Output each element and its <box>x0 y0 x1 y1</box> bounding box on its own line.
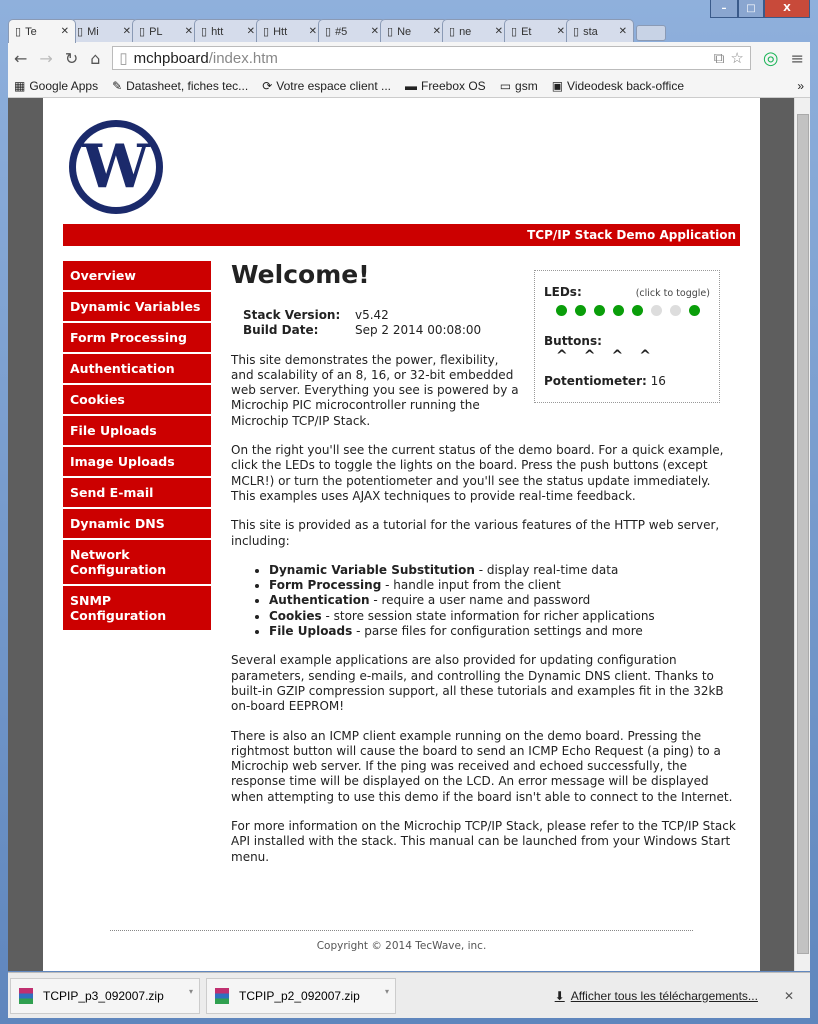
nav-item-file-uploads[interactable]: File Uploads <box>63 416 211 445</box>
status-paragraph: On the right you'll see the current status of the demo board. For a quick example, click the LEDs to toggle the lights on the board. Press the push buttons (except MCLR!) or turn the potentiometer and you'll see the status update immediately. This examples uses AJAX techniques to provide real-time feedback. <box>231 443 724 503</box>
page-icon: ▯ <box>15 26 22 38</box>
buttons-label: Buttons: <box>544 334 602 348</box>
nav-item-authentication[interactable]: Authentication <box>63 354 211 383</box>
reload-icon[interactable]: ↻ <box>64 48 79 68</box>
sidebar-nav <box>63 261 211 632</box>
logo-letter: W <box>76 127 156 207</box>
page-icon: ▯ <box>201 26 208 38</box>
bookmark[interactable] <box>112 79 248 93</box>
nav-item-cookies[interactable]: Cookies <box>63 385 211 414</box>
stack-version-label: Stack Version: <box>243 308 341 322</box>
dropdown-icon[interactable]: ▾ <box>188 986 193 996</box>
feature-name: Authentication <box>269 593 370 608</box>
page-title: Welcome! <box>231 260 370 289</box>
page-icon: ▯ <box>77 26 84 38</box>
bookmark-label: Datasheet, fiches tec... <box>126 78 249 93</box>
feature-name: Cookies <box>269 608 322 623</box>
back-icon[interactable]: ← <box>14 48 28 68</box>
button-state: ^ <box>556 348 568 364</box>
tutorial-paragraph: This site is provided as a tutorial for the various features of the HTTP web server, including: <box>231 518 720 548</box>
page-icon: ▯ <box>387 26 394 38</box>
feature-item <box>269 593 736 608</box>
extension-icon[interactable]: ◎ <box>762 47 779 69</box>
close-tab-icon[interactable]: ✕ <box>618 26 627 37</box>
home-icon[interactable]: ⌂ <box>90 48 101 68</box>
star-icon[interactable]: ☆ <box>730 50 744 67</box>
bookmark-label: Google Apps <box>29 78 99 93</box>
close-tab-icon[interactable]: ✕ <box>60 26 69 37</box>
forward-icon[interactable]: → <box>39 48 53 68</box>
led-toggle[interactable] <box>689 305 700 316</box>
led-toggle[interactable] <box>613 305 624 316</box>
tab[interactable] <box>318 19 386 43</box>
build-date: Sep 2 2014 00:08:00 <box>355 323 482 338</box>
zip-file-icon <box>19 988 33 1004</box>
nav-item-snmp-configuration[interactable]: SNMP Configuration <box>63 586 211 630</box>
nav-item-image-uploads[interactable]: Image Uploads <box>63 447 211 476</box>
board-status-panel <box>534 270 720 403</box>
url-host: mchpboard <box>133 49 209 67</box>
tab[interactable] <box>256 19 324 43</box>
footer: Copyright © 2014 TecWave, inc. <box>110 930 693 952</box>
intro-paragraph: This site demonstrates the power, flexibility, and scalability of an 8, 16, or 32-bit embedded web server. Everything you see is powered by a Microchip PIC microcontroller running the Microchip TCP/IP Stack. <box>231 352 519 428</box>
page-icon: ▯ <box>449 26 456 38</box>
close-tab-icon[interactable]: ✕ <box>184 26 193 37</box>
bookmark-label: Votre espace client ... <box>276 78 391 93</box>
tab-title: Htt <box>273 25 288 38</box>
tab[interactable] <box>566 19 634 43</box>
page-icon: ▯ <box>263 26 270 38</box>
bookmark-icon: ▦ <box>14 78 26 93</box>
icmp-paragraph: There is also an ICMP client example running on the demo board. Pressing the rightmost button will cause the board to send an ICMP Echo Request (a ping) to a Microchip web server. If the ping was received and echoed successfully, the response time will be displayed on the LCD. An error message will be displayed when attempting to use this demo if the board isn't able to connect to the Internet. <box>231 728 733 804</box>
tab[interactable] <box>132 19 200 43</box>
feature-item <box>269 578 736 593</box>
new-tab-button[interactable] <box>636 25 666 41</box>
feature-name: Dynamic Variable Substitution <box>269 562 475 577</box>
tab-title: ne <box>459 25 472 38</box>
page-icon: ▯ <box>511 26 518 38</box>
scrollbar[interactable] <box>794 98 810 971</box>
tab[interactable] <box>442 19 510 43</box>
bookmark-label: Videodesk back-office <box>567 78 685 93</box>
feature-item <box>269 609 736 624</box>
tab-strip <box>8 19 666 43</box>
bookmark[interactable] <box>14 79 98 93</box>
led-toggle[interactable] <box>575 305 586 316</box>
button-states <box>556 348 710 364</box>
tab-title: PL <box>149 25 163 38</box>
bookmark[interactable] <box>262 79 391 93</box>
feature-name: File Uploads <box>269 624 353 639</box>
page-icon: ▯ <box>325 26 332 38</box>
feature-name: Form Processing <box>269 578 382 593</box>
download-filename: TCPIP_p3_092007.zip <box>43 988 164 1003</box>
feature-desc: - display real-time data <box>474 562 619 577</box>
maximize-button[interactable]: □ <box>738 0 764 18</box>
led-toggle[interactable] <box>632 305 643 316</box>
web-page <box>43 98 760 971</box>
viewport <box>8 98 810 971</box>
led-toggle[interactable] <box>594 305 605 316</box>
tab-title: Et <box>521 25 532 38</box>
bookmarks-overflow[interactable]: » <box>797 78 804 93</box>
translate-icon[interactable]: ⧉ <box>713 49 725 67</box>
button-state: ^ <box>611 348 624 364</box>
bookmark-icon: ⟳ <box>262 78 273 93</box>
feature-desc: - handle input from the client <box>381 578 561 593</box>
close-tab-icon[interactable]: ✕ <box>370 26 379 37</box>
bookmark-label: Freebox OS <box>420 78 486 93</box>
more-info-paragraph: For more information on the Microchip TCP/IP Stack, please refer to the TCP/IP Stack API installed with the stack. This manual can be launched from your Windows Start menu. <box>231 819 736 864</box>
close-tab-icon[interactable]: ✕ <box>432 26 441 37</box>
potentiometer-value: 16 <box>650 374 666 388</box>
bookmark-icon: ✎ <box>112 78 123 93</box>
nav-item-network-configuration[interactable]: Network Configuration <box>63 540 211 584</box>
close-tab-icon[interactable]: ✕ <box>308 26 317 37</box>
led-toggle[interactable] <box>670 305 681 316</box>
close-tab-icon[interactable]: ✕ <box>122 26 131 37</box>
button-state: ^ <box>639 348 651 364</box>
bookmark-icon: ▭ <box>499 78 512 93</box>
nav-item-dynamic-dns[interactable]: Dynamic DNS <box>63 509 211 538</box>
tab[interactable] <box>380 19 448 43</box>
bookmark-label: gsm <box>515 78 538 93</box>
potentiometer-label: Potentiometer: <box>544 374 647 388</box>
download-item[interactable] <box>206 978 396 1014</box>
build-date-label: Build Date: <box>243 323 319 338</box>
feature-desc: - store session state information for richer applications <box>321 608 655 623</box>
close-tab-icon[interactable]: ✕ <box>556 26 565 37</box>
bookmarks-bar <box>8 74 810 98</box>
bookmark-icon: ▣ <box>551 78 564 93</box>
page-icon: ▯ <box>573 26 580 38</box>
led-row <box>556 305 710 316</box>
nav-item-form-processing[interactable]: Form Processing <box>63 323 211 352</box>
download-arrow-icon: ⬇ <box>554 988 565 1003</box>
download-item[interactable] <box>10 978 200 1014</box>
bookmark[interactable] <box>552 79 684 93</box>
close-window-button[interactable]: X <box>764 0 810 18</box>
scrollbar-thumb[interactable] <box>797 114 809 954</box>
bookmark[interactable] <box>500 79 538 93</box>
tab[interactable] <box>8 19 76 43</box>
led-toggle[interactable] <box>651 305 662 316</box>
download-bar <box>8 972 810 1018</box>
nav-item-dynamic-variables[interactable]: Dynamic Variables <box>63 292 211 321</box>
nav-item-send-e-mail[interactable]: Send E-mail <box>63 478 211 507</box>
url-path: /index.htm <box>208 49 278 67</box>
tab[interactable] <box>194 19 262 43</box>
feature-list <box>269 563 736 639</box>
tab-title: #5 <box>335 25 348 38</box>
nav-item-overview[interactable]: Overview <box>63 261 211 290</box>
tab-title: sta <box>583 25 598 38</box>
feature-desc: - require a user name and password <box>369 593 591 608</box>
button-state: ^ <box>583 348 596 364</box>
feature-item <box>269 624 736 639</box>
leds-hint: (click to toggle) <box>635 288 710 299</box>
zip-file-icon <box>215 988 229 1004</box>
tab-title: Te <box>25 25 37 38</box>
show-all-label: Afficher tous les téléchargements... <box>570 988 758 1003</box>
close-tab-icon[interactable]: ✕ <box>246 26 255 37</box>
examples-paragraph: Several example applications are also provided for updating configuration parameters, sending e-mails, and controlling the Dynamic DNS client. Thanks to built-in GZIP compression support, all these tutorials and examples fit in the 32kB on-board EEPROM! <box>231 653 724 714</box>
page-icon: ▯ <box>119 50 128 67</box>
tab[interactable] <box>504 19 572 43</box>
tab-title: Mi <box>87 25 99 38</box>
toolbar <box>8 42 810 74</box>
page-icon: ▯ <box>139 26 146 38</box>
banner: TCP/IP Stack Demo Application <box>63 224 740 246</box>
menu-icon[interactable]: ≡ <box>790 48 804 68</box>
leds-label: LEDs: <box>544 285 582 299</box>
feature-desc: - parse files for configuration settings and more <box>352 624 643 639</box>
close-download-bar-icon[interactable]: ✕ <box>783 988 794 1003</box>
tab-title: Ne <box>397 25 412 38</box>
minimize-button[interactable]: – <box>710 0 738 18</box>
tab[interactable] <box>70 19 138 43</box>
window-controls <box>710 0 810 18</box>
close-tab-icon[interactable]: ✕ <box>494 26 503 37</box>
led-toggle[interactable] <box>556 305 567 316</box>
address-bar[interactable] <box>112 46 751 70</box>
logo <box>69 120 163 214</box>
dropdown-icon[interactable]: ▾ <box>384 986 389 996</box>
feature-item <box>269 563 736 578</box>
tab-title: htt <box>211 25 224 38</box>
download-filename: TCPIP_p2_092007.zip <box>239 988 360 1003</box>
stack-version: v5.42 <box>355 308 389 322</box>
show-all-downloads-link[interactable] <box>555 989 758 1003</box>
bookmark[interactable] <box>405 79 486 93</box>
bookmark-icon: ▬ <box>404 78 417 93</box>
